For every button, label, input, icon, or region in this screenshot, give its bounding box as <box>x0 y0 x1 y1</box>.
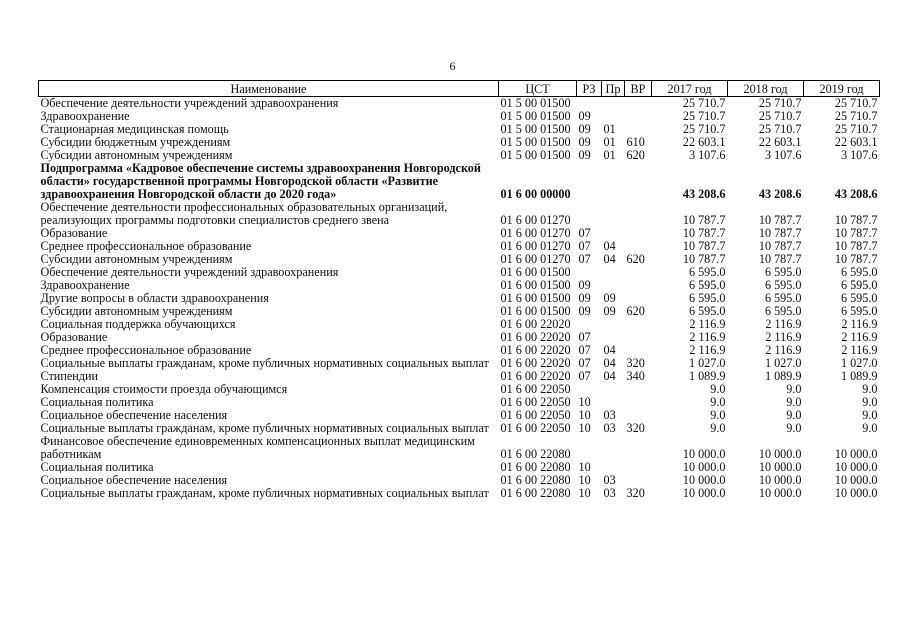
cell-2018: 3 107.6 <box>764 148 802 162</box>
cell-vr <box>625 97 652 111</box>
cell-vr <box>625 331 652 344</box>
cell-vr <box>625 227 652 240</box>
table-row <box>39 435 880 461</box>
cell-rz: 10 <box>578 408 591 422</box>
cell-vr: 320 <box>626 356 645 370</box>
cell-rz: 09 <box>578 135 591 149</box>
cell-vr: 340 <box>626 369 645 383</box>
table-row <box>39 357 880 370</box>
cell-name: Субсидии автономным учреждениям <box>40 252 233 266</box>
cell-2017: 2 116.9 <box>689 317 726 331</box>
cell-rz: 10 <box>578 486 591 500</box>
cell-pr: 04 <box>603 252 616 266</box>
header-2017: 2017 год <box>652 81 728 97</box>
cell-rz: 07 <box>578 226 591 240</box>
cell-2019: 2 116.9 <box>841 343 878 357</box>
cell-rz: 07 <box>578 252 591 266</box>
cell-vr: 620 <box>626 252 645 266</box>
cell-2018: 6 595.0 <box>764 304 802 318</box>
cell-2017: 25 710.7 <box>682 96 726 110</box>
cell-vr <box>625 162 652 201</box>
cell-rz: 09 <box>578 278 591 292</box>
cell-name: Социальная политика <box>40 460 154 474</box>
cell-pr: 01 <box>603 135 616 149</box>
cell-pr <box>602 266 625 279</box>
cell-name: Среднее профессиональное образование <box>40 239 252 253</box>
table-header <box>39 81 880 97</box>
cell-pr <box>602 435 625 461</box>
cell-cst: 01 6 00 01270 <box>500 252 571 266</box>
table-row <box>39 201 880 227</box>
cell-name: Обеспечение деятельности учреждений здравоохранения <box>40 96 339 110</box>
cell-name: Социальная поддержка обучающихся <box>40 317 236 331</box>
cell-2019: 2 116.9 <box>841 317 878 331</box>
cell-rz: 07 <box>578 369 591 383</box>
cell-name: Социальные выплаты гражданам, кроме публичных нормативных социальных выплат <box>40 356 489 370</box>
cell-2019: 10 787.7 <box>834 252 878 266</box>
cell-name: Субсидии бюджетным учреждениям <box>40 135 231 149</box>
cell-2019: 10 000.0 <box>834 473 878 487</box>
budget-table <box>38 80 880 500</box>
cell-2017: 1 089.9 <box>688 369 726 383</box>
cell-2018: 6 595.0 <box>764 265 802 279</box>
cell-pr <box>602 97 625 111</box>
cell-2018: 6 595.0 <box>764 291 802 305</box>
cell-name: Компенсация стоимости проезда обучающимся <box>40 382 288 396</box>
cell-cst: 01 6 00 22020 <box>500 356 571 370</box>
cell-vr <box>625 318 652 331</box>
cell-2019: 9.0 <box>862 382 878 396</box>
table-row <box>39 318 880 331</box>
cell-2018: 10 000.0 <box>758 486 802 500</box>
cell-2019: 25 710.7 <box>834 122 878 136</box>
cell-2019: 9.0 <box>862 421 878 435</box>
cell-2018: 10 000.0 <box>758 447 802 461</box>
cell-rz: 09 <box>578 148 591 162</box>
cell-vr <box>625 396 652 409</box>
cell-pr: 03 <box>603 408 616 422</box>
cell-rz: 09 <box>578 291 591 305</box>
cell-2018: 10 000.0 <box>758 460 802 474</box>
cell-cst: 01 6 00 01270 <box>500 226 571 240</box>
cell-2019: 1 027.0 <box>840 356 878 370</box>
cell-rz <box>577 97 602 111</box>
table-row <box>39 162 880 201</box>
cell-2019: 10 787.7 <box>834 239 878 253</box>
cell-2018: 10 787.7 <box>758 226 802 240</box>
cell-pr: 04 <box>603 356 616 370</box>
cell-cst: 01 5 00 01500 <box>500 122 571 136</box>
cell-rz: 07 <box>578 239 591 253</box>
cell-vr <box>625 266 652 279</box>
cell-2018: 6 595.0 <box>764 278 802 292</box>
cell-2017: 2 116.9 <box>689 330 726 344</box>
cell-2018: 1 027.0 <box>764 356 802 370</box>
cell-name: Финансовое обеспечение единовременных компенсационных выплат медицинским работникам <box>40 434 475 461</box>
cell-name: Обеспечение деятельности учреждений здравоохранения <box>40 265 339 279</box>
cell-pr: 03 <box>603 486 616 500</box>
cell-name: Образование <box>40 330 108 344</box>
cell-2017: 10 000.0 <box>682 473 726 487</box>
header-2019: 2019 год <box>804 81 880 97</box>
cell-name: Социальное обеспечение населения <box>40 473 228 487</box>
cell-pr: 04 <box>603 369 616 383</box>
cell-cst: 01 6 00 22050 <box>500 382 571 396</box>
cell-cst: 01 6 00 22020 <box>500 369 571 383</box>
cell-2017: 6 595.0 <box>688 278 726 292</box>
cell-2017: 10 000.0 <box>682 460 726 474</box>
cell-name: Субсидии автономным учреждениям <box>40 148 233 162</box>
cell-2017: 10 787.7 <box>682 239 726 253</box>
cell-2017: 9.0 <box>710 382 726 396</box>
cell-2017: 10 787.7 <box>682 226 726 240</box>
cell-cst: 01 6 00 22080 <box>500 486 571 500</box>
cell-vr: 320 <box>626 486 645 500</box>
cell-2019: 6 595.0 <box>840 265 878 279</box>
cell-rz: 10 <box>578 395 591 409</box>
cell-cst: 01 5 00 01500 <box>500 109 571 123</box>
table-row <box>39 97 880 111</box>
cell-2017: 9.0 <box>710 421 726 435</box>
cell-cst: 01 5 00 01500 <box>500 135 571 149</box>
cell-rz: 10 <box>578 473 591 487</box>
cell-2019: 10 787.7 <box>834 213 878 227</box>
cell-vr <box>625 279 652 292</box>
cell-rz: 07 <box>578 356 591 370</box>
cell-rz: 09 <box>578 304 591 318</box>
cell-2018: 9.0 <box>786 395 802 409</box>
cell-2018: 25 710.7 <box>758 122 802 136</box>
header-2018: 2018 год <box>728 81 804 97</box>
cell-2017: 43 208.6 <box>682 187 726 201</box>
cell-rz <box>577 162 602 201</box>
cell-2017: 25 710.7 <box>682 122 726 136</box>
cell-2018: 43 208.6 <box>758 187 802 201</box>
cell-2018: 10 787.7 <box>758 213 802 227</box>
cell-pr: 01 <box>603 122 616 136</box>
cell-2019: 2 116.9 <box>841 330 878 344</box>
cell-2018: 1 089.9 <box>764 369 802 383</box>
header-vr: ВР <box>625 81 652 97</box>
cell-cst: 01 6 00 22080 <box>500 473 571 487</box>
cell-rz <box>577 201 602 227</box>
cell-name: Другие вопросы в области здравоохранения <box>40 291 269 305</box>
cell-cst: 01 6 00 01270 <box>500 213 571 227</box>
cell-cst: 01 6 00 22050 <box>500 395 571 409</box>
cell-2018: 2 116.9 <box>765 330 802 344</box>
cell-2017: 2 116.9 <box>689 343 726 357</box>
header-cst: ЦСТ <box>499 81 577 97</box>
cell-cst: 01 6 00 22080 <box>500 460 571 474</box>
header-name: Наименование <box>39 81 499 97</box>
cell-2018: 10 000.0 <box>758 473 802 487</box>
cell-2019: 6 595.0 <box>840 291 878 305</box>
cell-name: Подпрограмма «Кадровое обеспечение системы здравоохранения Новгородской области» государственной программы Новгородской области «Развитие здравоохранения Новгородской области до 2020 года» <box>40 161 481 201</box>
cell-name: Здравоохранение <box>40 109 130 123</box>
cell-2019: 43 208.6 <box>834 187 878 201</box>
cell-2018: 9.0 <box>786 421 802 435</box>
cell-pr: 01 <box>603 148 616 162</box>
cell-2018: 10 787.7 <box>758 252 802 266</box>
cell-2018: 9.0 <box>786 408 802 422</box>
cell-name: Социальные выплаты гражданам, кроме публичных нормативных социальных выплат <box>40 421 489 435</box>
cell-vr: 320 <box>626 421 645 435</box>
cell-2017: 10 000.0 <box>682 486 726 500</box>
cell-name: Социальная политика <box>40 395 154 409</box>
cell-2019: 10 000.0 <box>834 486 878 500</box>
cell-2019: 10 000.0 <box>834 447 878 461</box>
cell-vr: 620 <box>626 148 645 162</box>
table-body <box>39 97 880 501</box>
cell-2017: 10 787.7 <box>682 213 726 227</box>
cell-name: Образование <box>40 226 108 240</box>
cell-2017: 6 595.0 <box>688 265 726 279</box>
cell-2018: 2 116.9 <box>765 343 802 357</box>
cell-vr <box>625 201 652 227</box>
cell-2017: 6 595.0 <box>688 304 726 318</box>
cell-2019: 10 000.0 <box>834 460 878 474</box>
cell-2017: 25 710.7 <box>682 109 726 123</box>
cell-vr: 610 <box>626 135 645 149</box>
cell-cst: 01 6 00 22020 <box>500 330 571 344</box>
cell-2017: 1 027.0 <box>688 356 726 370</box>
cell-2017: 9.0 <box>710 395 726 409</box>
header-pr: Пр <box>602 81 625 97</box>
cell-pr: 04 <box>603 239 616 253</box>
cell-cst: 01 5 00 01500 <box>500 96 571 110</box>
cell-2017: 22 603.1 <box>682 135 726 149</box>
cell-cst: 01 5 00 01500 <box>500 148 571 162</box>
cell-name: Обеспечение деятельности профессиональных образовательных организаций, реализующих программы подготовки специалистов среднего звена <box>40 200 448 227</box>
page-number: 6 <box>449 59 456 73</box>
cell-2019: 6 595.0 <box>840 278 878 292</box>
cell-pr: 09 <box>603 304 616 318</box>
cell-cst: 01 6 00 22050 <box>500 421 571 435</box>
cell-vr: 620 <box>626 304 645 318</box>
cell-2019: 9.0 <box>862 408 878 422</box>
cell-name: Здравоохранение <box>40 278 130 292</box>
cell-name: Стационарная медицинская помощь <box>40 122 229 136</box>
cell-2019: 25 710.7 <box>834 109 878 123</box>
cell-vr <box>625 383 652 396</box>
cell-pr <box>602 318 625 331</box>
header-rz: РЗ <box>577 81 602 97</box>
cell-rz: 10 <box>578 460 591 474</box>
cell-cst: 01 6 00 22050 <box>500 408 571 422</box>
cell-2018: 2 116.9 <box>765 317 802 331</box>
cell-2018: 9.0 <box>786 382 802 396</box>
cell-cst: 01 6 00 22020 <box>500 317 571 331</box>
cell-2019: 22 603.1 <box>834 135 878 149</box>
cell-cst: 01 6 00 01500 <box>500 278 571 292</box>
cell-pr: 03 <box>603 473 616 487</box>
cell-pr <box>602 201 625 227</box>
cell-vr <box>625 435 652 461</box>
cell-2018: 25 710.7 <box>758 96 802 110</box>
cell-name: Стипендии <box>40 369 99 383</box>
cell-pr: 09 <box>603 291 616 305</box>
cell-pr: 04 <box>603 343 616 357</box>
cell-name: Среднее профессиональное образование <box>40 343 252 357</box>
cell-cst: 01 6 00 22020 <box>500 343 571 357</box>
cell-2019: 25 710.7 <box>834 96 878 110</box>
cell-2019: 6 595.0 <box>840 304 878 318</box>
cell-2017: 6 595.0 <box>688 291 726 305</box>
cell-pr <box>602 162 625 201</box>
cell-2018: 10 787.7 <box>758 239 802 253</box>
cell-vr <box>625 110 652 123</box>
cell-rz: 07 <box>578 330 591 344</box>
cell-2019: 3 107.6 <box>840 148 878 162</box>
cell-rz: 07 <box>578 343 591 357</box>
table-row <box>39 266 880 279</box>
cell-cst: 01 6 00 01500 <box>500 291 571 305</box>
cell-pr <box>602 383 625 396</box>
cell-2017: 3 107.6 <box>688 148 726 162</box>
cell-cst: 01 6 00 01270 <box>500 239 571 253</box>
cell-rz: 09 <box>578 109 591 123</box>
cell-2019: 1 089.9 <box>840 369 878 383</box>
cell-pr: 03 <box>603 421 616 435</box>
cell-2019: 10 787.7 <box>834 226 878 240</box>
cell-name: Социальное обеспечение населения <box>40 408 228 422</box>
cell-cst: 01 6 00 00000 <box>500 187 571 201</box>
cell-2017: 10 000.0 <box>682 447 726 461</box>
cell-2017: 10 787.7 <box>682 252 726 266</box>
cell-cst: 01 6 00 22080 <box>500 447 571 461</box>
cell-rz: 10 <box>578 421 591 435</box>
cell-rz: 09 <box>578 122 591 136</box>
cell-2019: 9.0 <box>862 395 878 409</box>
table-row <box>39 383 880 396</box>
cell-2018: 25 710.7 <box>758 109 802 123</box>
cell-2018: 22 603.1 <box>758 135 802 149</box>
cell-name: Социальные выплаты гражданам, кроме публичных нормативных социальных выплат <box>40 486 489 500</box>
cell-rz <box>577 435 602 461</box>
cell-2017: 9.0 <box>710 408 726 422</box>
cell-cst: 01 6 00 01500 <box>500 304 571 318</box>
cell-name: Субсидии автономным учреждениям <box>40 304 233 318</box>
table-row <box>39 487 880 500</box>
cell-cst: 01 6 00 01500 <box>500 265 571 279</box>
cell-vr <box>625 461 652 474</box>
